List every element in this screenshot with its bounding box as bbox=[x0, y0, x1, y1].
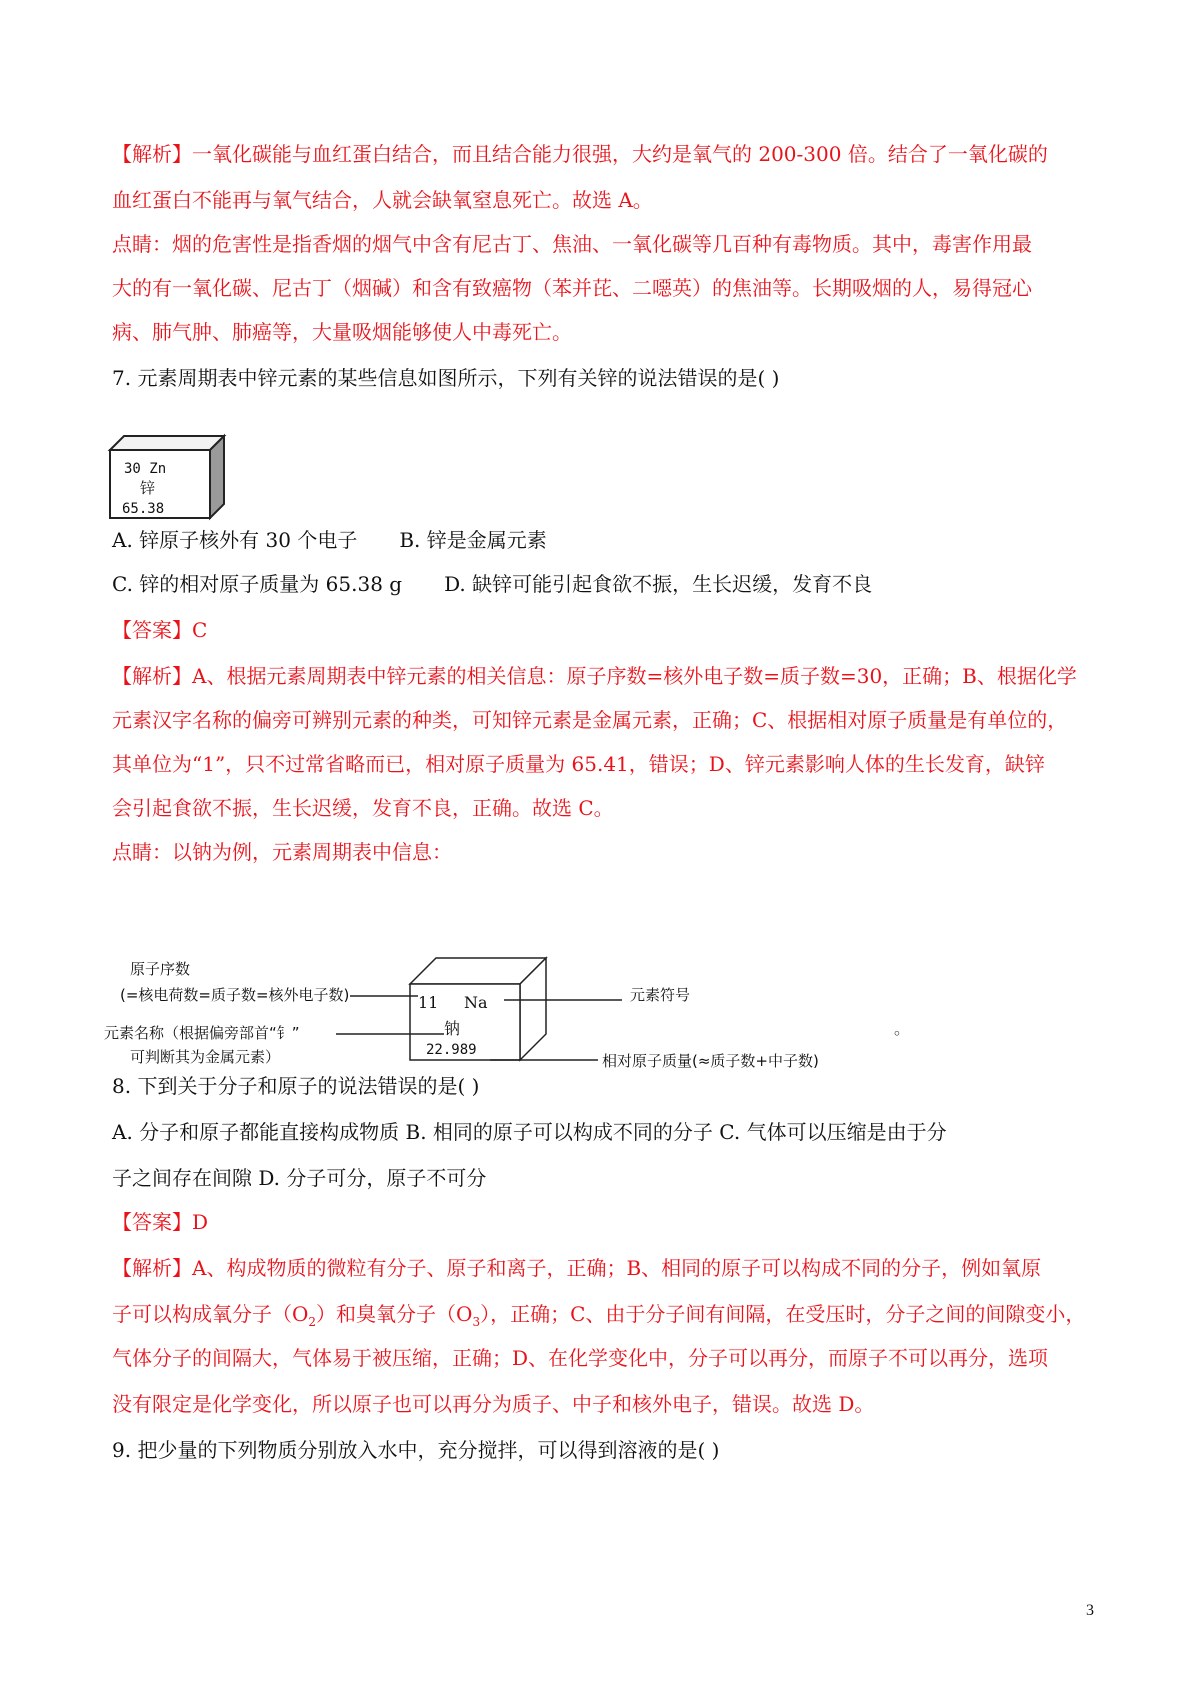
analysis-line: 元素汉字名称的偏旁可辨别元素的种类，可知锌元素是金属元素，正确；C、根据相对原子质量是有单位的， bbox=[112, 708, 1068, 732]
label-atomic-number: 原子序数 bbox=[130, 960, 191, 978]
analysis-line: 没有限定是化学变化，所以原子也可以再分为质子、中子和核外电子，错误。故选 D。 bbox=[112, 1392, 875, 1416]
options-line[interactable]: 子之间存在间隙 D. 分子可分，原子不可分 bbox=[112, 1166, 487, 1190]
note-line: 点睛：烟的危害性是指香烟的烟气中含有尼古丁、焦油、一氧化碳等几百种有毒物质。其中，毒害作用最 bbox=[112, 232, 1032, 256]
stray-dot: 。 bbox=[894, 1019, 911, 1038]
options-line[interactable]: A. 分子和原子都能直接构成物质 B. 相同的原子可以构成不同的分子 C. 气体可以压缩是由于分 bbox=[112, 1120, 947, 1144]
answer-8: 【答案】D bbox=[112, 1210, 209, 1234]
options-row-1 bbox=[112, 526, 547, 554]
option-a[interactable]: A. 锌原子核外有 30 个电子 bbox=[112, 528, 358, 552]
analysis-line bbox=[112, 1300, 1085, 1336]
page-number: 3 bbox=[1086, 1602, 1094, 1619]
sodium-number: 11 bbox=[418, 993, 439, 1012]
analysis-line: 【解析】A、构成物质的微粒有分子、原子和离子，正确；B、相同的原子可以构成不同的分子，例如氧原 bbox=[112, 1256, 1042, 1280]
zinc-name: 锌 bbox=[140, 479, 156, 497]
analysis-line: 【解析】一氧化碳能与血红蛋白结合，而且结合能力很强，大约是氧气的 200-300 倍。结合了一氧化碳的 bbox=[112, 142, 1048, 166]
options-row-2 bbox=[112, 570, 872, 598]
analysis-line: 【解析】A、根据元素周期表中锌元素的相关信息：原子序数=核外电子数=质子数=30，正确；B、根据化学 bbox=[112, 664, 1077, 688]
analysis-text: ），正确；C、由于分子间有间隔，在受压时，分子之间的间隙变小， bbox=[480, 1302, 1086, 1326]
question-9: 9. 把少量的下列物质分别放入水中，充分搅拌，可以得到溶液的是( ) bbox=[112, 1438, 720, 1462]
answer-7: 【答案】C bbox=[112, 618, 208, 642]
zinc-element-cell bbox=[110, 436, 228, 520]
option-b[interactable]: B. 锌是金属元素 bbox=[399, 528, 547, 552]
label-atomic-number-note: (=核电荷数=质子数=核外电子数) bbox=[120, 986, 350, 1004]
analysis-text: ）和臭氧分子（O bbox=[316, 1302, 473, 1326]
note-line: 大的有一氧化碳、尼古丁（烟碱）和含有致癌物（苯并芘、二噁英）的焦油等。长期吸烟的人，易得冠心 bbox=[112, 276, 1032, 300]
sodium-element-diagram bbox=[100, 950, 860, 1070]
label-atomic-mass: 相对原子质量(≈质子数+中子数) bbox=[602, 1052, 819, 1070]
analysis-line: 其单位为“1”，只不过常省略而已，相对原子质量为 65.41，错误；D、锌元素影响人体的生长发育，缺锌 bbox=[112, 752, 1045, 776]
subscript: 3 bbox=[472, 1315, 481, 1329]
zinc-number-symbol: 30 Zn bbox=[124, 461, 167, 477]
note-line: 点睛：以钠为例，元素周期表中信息： bbox=[112, 840, 452, 864]
question-7: 7. 元素周期表中锌元素的某些信息如图所示，下列有关锌的说法错误的是( ) bbox=[112, 366, 780, 390]
note-line: 病、肺气肿、肺癌等，大量吸烟能够使人中毒死亡。 bbox=[112, 320, 572, 344]
question-8: 8. 下到关于分子和原子的说法错误的是( ) bbox=[112, 1074, 480, 1098]
analysis-line: 气体分子的间隔大，气体易于被压缩，正确；D、在化学变化中，分子可以再分，而原子不可以再分，选项 bbox=[112, 1346, 1049, 1370]
analysis-line: 会引起食欲不振，生长迟缓，发育不良，正确。故选 C。 bbox=[112, 796, 614, 820]
label-element-symbol: 元素符号 bbox=[630, 986, 691, 1004]
analysis-text: 子可以构成氧分子（O bbox=[112, 1302, 309, 1326]
sodium-name: 钠 bbox=[444, 1019, 461, 1038]
label-element-name-note: 可判断其为金属元素） bbox=[130, 1048, 281, 1066]
analysis-line: 血红蛋白不能再与氧气结合，人就会缺氧窒息死亡。故选 A。 bbox=[112, 188, 653, 212]
option-d[interactable]: D. 缺锌可能引起食欲不振，生长迟缓，发育不良 bbox=[444, 572, 873, 596]
sodium-mass: 22.989 bbox=[426, 1042, 477, 1058]
zinc-mass: 65.38 bbox=[122, 501, 165, 517]
sodium-symbol: Na bbox=[464, 993, 488, 1012]
subscript: 2 bbox=[308, 1315, 317, 1329]
label-element-name: 元素名称（根据偏旁部首“钅” bbox=[104, 1024, 300, 1042]
option-c[interactable]: C. 锌的相对原子质量为 65.38 g bbox=[112, 572, 403, 596]
